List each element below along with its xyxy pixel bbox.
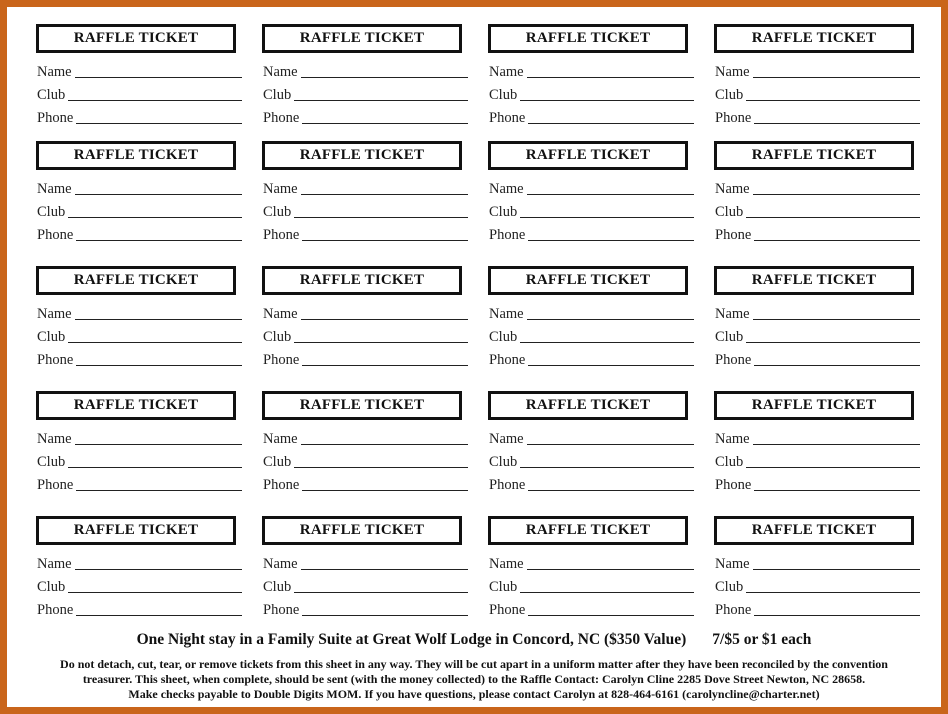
- ticket-title: RAFFLE TICKET: [488, 24, 688, 53]
- field-label: Club: [715, 579, 744, 595]
- write-in-line[interactable]: [754, 490, 920, 491]
- write-in-line[interactable]: [294, 467, 468, 468]
- field-label: Phone: [715, 227, 752, 243]
- field-label: Phone: [37, 352, 74, 368]
- ticket-field-name[interactable]: [715, 303, 930, 323]
- write-in-line[interactable]: [76, 123, 242, 124]
- ticket-field-club[interactable]: [263, 326, 478, 346]
- ticket-field-name[interactable]: [489, 178, 704, 198]
- ticket-field-phone[interactable]: [37, 107, 252, 127]
- field-label: Name: [37, 431, 72, 447]
- ticket-field-club[interactable]: [489, 84, 704, 104]
- field-label: Club: [489, 329, 518, 345]
- write-in-line[interactable]: [75, 319, 242, 320]
- field-label: Phone: [715, 352, 752, 368]
- write-in-line[interactable]: [520, 592, 694, 593]
- field-label: Phone: [263, 602, 300, 618]
- field-label: Club: [263, 329, 292, 345]
- write-in-line[interactable]: [753, 444, 920, 445]
- write-in-line[interactable]: [746, 342, 920, 343]
- ticket-title: RAFFLE TICKET: [488, 516, 688, 545]
- ticket-field-phone[interactable]: [489, 224, 704, 244]
- write-in-line[interactable]: [76, 240, 242, 241]
- field-label: Name: [715, 181, 750, 197]
- raffle-ticket: [239, 509, 454, 624]
- field-label: Name: [37, 181, 72, 197]
- ticket-field-phone[interactable]: [715, 224, 930, 244]
- write-in-line[interactable]: [302, 490, 468, 491]
- field-label: Phone: [715, 110, 752, 126]
- write-in-line[interactable]: [302, 615, 468, 616]
- ticket-field-club[interactable]: [37, 201, 252, 221]
- ticket-field-name[interactable]: [37, 553, 252, 573]
- ticket-field-club[interactable]: [37, 451, 252, 471]
- write-in-line[interactable]: [753, 194, 920, 195]
- write-in-line[interactable]: [753, 569, 920, 570]
- ticket-field-name[interactable]: [489, 553, 704, 573]
- field-label: Phone: [715, 602, 752, 618]
- price-line: 7/$5 or $1 each: [712, 631, 812, 648]
- ticket-field-club[interactable]: [263, 201, 478, 221]
- ticket-field-club[interactable]: [37, 326, 252, 346]
- write-in-line[interactable]: [294, 217, 468, 218]
- raffle-ticket: [239, 134, 454, 249]
- ticket-title: RAFFLE TICKET: [262, 391, 462, 420]
- ticket-title: RAFFLE TICKET: [262, 24, 462, 53]
- write-in-line[interactable]: [301, 319, 468, 320]
- write-in-line[interactable]: [520, 467, 694, 468]
- field-label: Club: [489, 579, 518, 595]
- ticket-title: RAFFLE TICKET: [36, 266, 236, 295]
- raffle-ticket: [465, 17, 680, 132]
- write-in-line[interactable]: [527, 194, 694, 195]
- ticket-title: RAFFLE TICKET: [714, 266, 914, 295]
- ticket-field-name[interactable]: [263, 553, 478, 573]
- ticket-field-club[interactable]: [715, 326, 930, 346]
- ticket-field-name[interactable]: [715, 61, 930, 81]
- write-in-line[interactable]: [527, 569, 694, 570]
- field-label: Name: [489, 556, 524, 572]
- write-in-line[interactable]: [301, 444, 468, 445]
- write-in-line[interactable]: [527, 444, 694, 445]
- raffle-ticket: [13, 134, 228, 249]
- field-label: Name: [715, 431, 750, 447]
- field-label: Club: [715, 204, 744, 220]
- ticket-field-phone[interactable]: [37, 599, 252, 619]
- ticket-field-club[interactable]: [263, 84, 478, 104]
- field-label: Phone: [263, 477, 300, 493]
- raffle-ticket: [465, 259, 680, 374]
- ticket-field-name[interactable]: [489, 303, 704, 323]
- ticket-field-phone[interactable]: [715, 599, 930, 619]
- write-in-line[interactable]: [302, 365, 468, 366]
- ticket-field-phone[interactable]: [263, 349, 478, 369]
- write-in-line[interactable]: [68, 342, 242, 343]
- raffle-ticket: [13, 509, 228, 624]
- write-in-line[interactable]: [754, 240, 920, 241]
- ticket-field-phone[interactable]: [715, 474, 930, 494]
- ticket-title: RAFFLE TICKET: [714, 391, 914, 420]
- prize-line: One Night stay in a Family Suite at Great Wolf Lodge in Concord, NC ($350 Value): [136, 631, 687, 648]
- write-in-line[interactable]: [754, 615, 920, 616]
- ticket-field-phone[interactable]: [37, 349, 252, 369]
- ticket-title: RAFFLE TICKET: [262, 141, 462, 170]
- field-label: Name: [489, 181, 524, 197]
- write-in-line[interactable]: [294, 100, 468, 101]
- ticket-field-club[interactable]: [715, 84, 930, 104]
- field-label: Name: [263, 431, 298, 447]
- raffle-ticket: [465, 384, 680, 499]
- field-label: Name: [263, 181, 298, 197]
- ticket-field-phone[interactable]: [263, 474, 478, 494]
- ticket-field-club[interactable]: [37, 576, 252, 596]
- field-label: Phone: [489, 110, 526, 126]
- ticket-title: RAFFLE TICKET: [36, 141, 236, 170]
- field-label: Club: [37, 329, 66, 345]
- instruction-line-3: Make checks payable to Double Digits MOM. If you have questions, please contact Carolyn at 828-464-6161 (carolyncline@charter.net): [128, 687, 820, 701]
- ticket-field-name[interactable]: [715, 178, 930, 198]
- write-in-line[interactable]: [294, 592, 468, 593]
- write-in-line[interactable]: [75, 444, 242, 445]
- raffle-ticket: [691, 134, 906, 249]
- write-in-line[interactable]: [746, 467, 920, 468]
- ticket-field-name[interactable]: [489, 61, 704, 81]
- ticket-title: RAFFLE TICKET: [488, 141, 688, 170]
- ticket-field-name[interactable]: [263, 303, 478, 323]
- ticket-title: RAFFLE TICKET: [714, 141, 914, 170]
- field-label: Name: [263, 556, 298, 572]
- ticket-field-phone[interactable]: [263, 599, 478, 619]
- field-label: Name: [489, 64, 524, 80]
- field-label: Phone: [37, 602, 74, 618]
- write-in-line[interactable]: [746, 217, 920, 218]
- field-label: Name: [263, 306, 298, 322]
- ticket-field-phone[interactable]: [37, 474, 252, 494]
- write-in-line[interactable]: [746, 592, 920, 593]
- ticket-field-phone[interactable]: [263, 224, 478, 244]
- field-label: Club: [263, 204, 292, 220]
- field-label: Club: [715, 87, 744, 103]
- raffle-ticket: [691, 509, 906, 624]
- write-in-line[interactable]: [76, 490, 242, 491]
- write-in-line[interactable]: [302, 240, 468, 241]
- ticket-title: RAFFLE TICKET: [714, 516, 914, 545]
- field-label: Phone: [263, 110, 300, 126]
- raffle-ticket: [13, 384, 228, 499]
- ticket-field-name[interactable]: [37, 61, 252, 81]
- field-label: Club: [37, 87, 66, 103]
- ticket-field-phone[interactable]: [489, 474, 704, 494]
- write-in-line[interactable]: [301, 194, 468, 195]
- write-in-line[interactable]: [754, 123, 920, 124]
- write-in-line[interactable]: [528, 123, 694, 124]
- raffle-ticket: [465, 509, 680, 624]
- write-in-line[interactable]: [76, 615, 242, 616]
- ticket-field-phone[interactable]: [489, 107, 704, 127]
- ticket-grid: [7, 7, 941, 627]
- write-in-line[interactable]: [527, 319, 694, 320]
- ticket-field-name[interactable]: [263, 178, 478, 198]
- ticket-field-name[interactable]: [37, 178, 252, 198]
- field-label: Phone: [37, 477, 74, 493]
- write-in-line[interactable]: [301, 77, 468, 78]
- ticket-title: RAFFLE TICKET: [262, 266, 462, 295]
- write-in-line[interactable]: [753, 319, 920, 320]
- ticket-field-phone[interactable]: [715, 349, 930, 369]
- field-label: Club: [263, 579, 292, 595]
- field-label: Club: [489, 204, 518, 220]
- write-in-line[interactable]: [528, 365, 694, 366]
- field-label: Name: [489, 431, 524, 447]
- ticket-field-club[interactable]: [715, 576, 930, 596]
- write-in-line[interactable]: [68, 467, 242, 468]
- ticket-field-club[interactable]: [263, 576, 478, 596]
- raffle-ticket: [691, 259, 906, 374]
- field-label: Club: [489, 454, 518, 470]
- write-in-line[interactable]: [753, 77, 920, 78]
- ticket-field-phone[interactable]: [263, 107, 478, 127]
- ticket-field-name[interactable]: [37, 428, 252, 448]
- field-label: Club: [715, 329, 744, 345]
- raffle-ticket: [691, 384, 906, 499]
- raffle-ticket: [13, 259, 228, 374]
- write-in-line[interactable]: [301, 569, 468, 570]
- field-label: Name: [715, 556, 750, 572]
- ticket-title: RAFFLE TICKET: [262, 516, 462, 545]
- ticket-title: RAFFLE TICKET: [714, 24, 914, 53]
- ticket-field-phone[interactable]: [489, 599, 704, 619]
- write-in-line[interactable]: [527, 77, 694, 78]
- raffle-ticket: [239, 17, 454, 132]
- field-label: Phone: [489, 227, 526, 243]
- ticket-title: RAFFLE TICKET: [488, 391, 688, 420]
- raffle-ticket: [239, 259, 454, 374]
- raffle-ticket: [13, 17, 228, 132]
- ticket-field-club[interactable]: [489, 326, 704, 346]
- field-label: Club: [489, 87, 518, 103]
- ticket-field-name[interactable]: [263, 61, 478, 81]
- write-in-line[interactable]: [75, 77, 242, 78]
- write-in-line[interactable]: [528, 490, 694, 491]
- ticket-field-club[interactable]: [489, 576, 704, 596]
- field-label: Name: [715, 64, 750, 80]
- raffle-ticket: [465, 134, 680, 249]
- field-label: Phone: [263, 352, 300, 368]
- field-label: Club: [37, 579, 66, 595]
- write-in-line[interactable]: [520, 100, 694, 101]
- raffle-ticket: [691, 17, 906, 132]
- ticket-field-club[interactable]: [37, 84, 252, 104]
- write-in-line[interactable]: [528, 240, 694, 241]
- write-in-line[interactable]: [520, 342, 694, 343]
- ticket-field-club[interactable]: [489, 451, 704, 471]
- write-in-line[interactable]: [75, 194, 242, 195]
- ticket-title: RAFFLE TICKET: [36, 24, 236, 53]
- ticket-title: RAFFLE TICKET: [36, 391, 236, 420]
- field-label: Club: [715, 454, 744, 470]
- write-in-line[interactable]: [75, 569, 242, 570]
- write-in-line[interactable]: [746, 100, 920, 101]
- ticket-field-name[interactable]: [715, 553, 930, 573]
- field-label: Phone: [263, 227, 300, 243]
- field-label: Phone: [489, 477, 526, 493]
- ticket-field-club[interactable]: [263, 451, 478, 471]
- ticket-field-name[interactable]: [263, 428, 478, 448]
- field-label: Phone: [715, 477, 752, 493]
- ticket-field-club[interactable]: [715, 201, 930, 221]
- field-label: Club: [263, 454, 292, 470]
- prize-description: [7, 631, 941, 649]
- write-in-line[interactable]: [294, 342, 468, 343]
- field-label: Club: [37, 454, 66, 470]
- write-in-line[interactable]: [68, 217, 242, 218]
- ticket-field-name[interactable]: [715, 428, 930, 448]
- ticket-title: RAFFLE TICKET: [488, 266, 688, 295]
- field-label: Name: [37, 306, 72, 322]
- ticket-field-phone[interactable]: [715, 107, 930, 127]
- field-label: Club: [263, 87, 292, 103]
- ticket-field-phone[interactable]: [37, 224, 252, 244]
- raffle-ticket: [239, 384, 454, 499]
- field-label: Club: [37, 204, 66, 220]
- ticket-field-name[interactable]: [489, 428, 704, 448]
- write-in-line[interactable]: [302, 123, 468, 124]
- field-label: Name: [489, 306, 524, 322]
- raffle-sheet: [7, 7, 941, 707]
- write-in-line[interactable]: [754, 365, 920, 366]
- field-label: Name: [263, 64, 298, 80]
- field-label: Name: [37, 556, 72, 572]
- ticket-field-phone[interactable]: [489, 349, 704, 369]
- field-label: Phone: [37, 227, 74, 243]
- ticket-field-club[interactable]: [489, 201, 704, 221]
- write-in-line[interactable]: [76, 365, 242, 366]
- write-in-line[interactable]: [68, 592, 242, 593]
- instruction-line-1: Do not detach, cut, tear, or remove tickets from this sheet in any way. They will be cut apart in a uniform matter after they have been reconciled by the convention: [60, 657, 888, 671]
- instructions: [15, 657, 933, 702]
- ticket-field-name[interactable]: [37, 303, 252, 323]
- ticket-field-club[interactable]: [715, 451, 930, 471]
- instruction-line-2: treasurer. This sheet, when complete, should be sent (with the money collected) to the Raffle Contact: Carolyn Cline 2285 Dove Street Newton, NC 28658.: [82, 672, 866, 686]
- field-label: Name: [37, 64, 72, 80]
- field-label: Name: [715, 306, 750, 322]
- write-in-line[interactable]: [520, 217, 694, 218]
- write-in-line[interactable]: [528, 615, 694, 616]
- ticket-title: RAFFLE TICKET: [36, 516, 236, 545]
- field-label: Phone: [489, 602, 526, 618]
- field-label: Phone: [489, 352, 526, 368]
- field-label: Phone: [37, 110, 74, 126]
- write-in-line[interactable]: [68, 100, 242, 101]
